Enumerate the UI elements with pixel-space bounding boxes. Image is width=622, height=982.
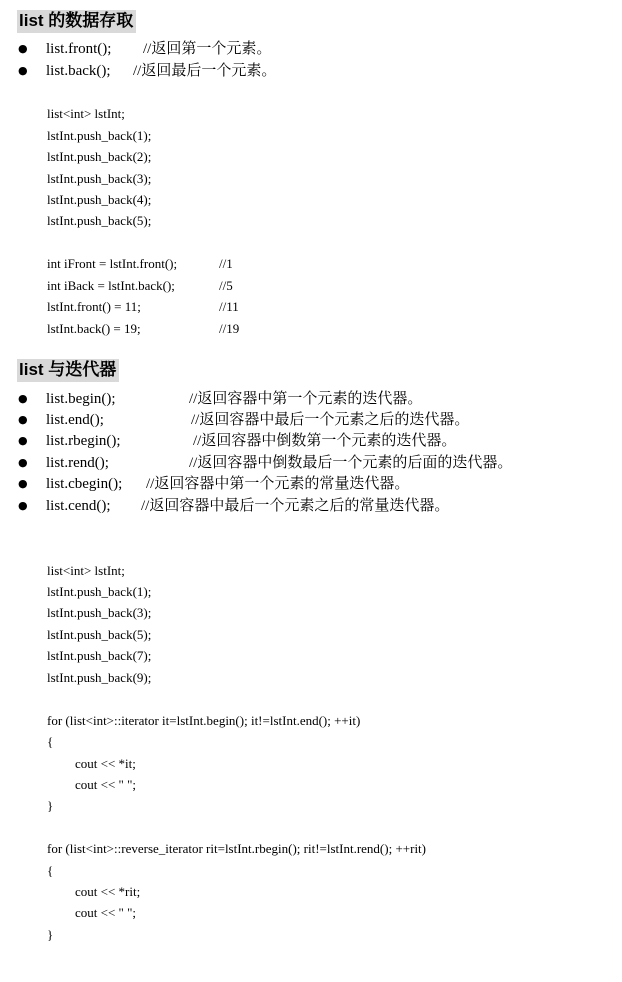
code-line: lstInt.push_back(7); — [47, 648, 152, 663]
bullet-comment: //返回容器中倒数最后一个元素的后面的迭代器。 — [189, 455, 513, 471]
code-line: for (list<int>::iterator it=lstInt.begin(); it!=lstInt.end(); ++it) — [47, 713, 361, 728]
bullet-code: list.end(); — [46, 412, 104, 428]
code-line: lstInt.push_back(3); — [47, 171, 152, 186]
bullet-icon: ● — [18, 42, 28, 55]
code-line: cout << " "; — [75, 777, 137, 792]
code-comment: //5 — [219, 278, 233, 293]
code-line: lstInt.push_back(1); — [47, 584, 152, 599]
bullet-comment: //返回容器中最后一个元素之后的常量迭代器。 — [141, 498, 450, 514]
bullet-code: list.back(); — [46, 63, 111, 79]
bullet-icon: ● — [18, 499, 28, 512]
code-line: { — [47, 734, 54, 749]
bullet-code: list.rbegin(); — [46, 433, 121, 449]
bullet-icon: ● — [18, 64, 28, 77]
bullet-comment: //返回最后一个元素。 — [133, 63, 277, 79]
code-comment: //19 — [219, 321, 240, 336]
code-line: } — [47, 927, 54, 942]
code-line: lstInt.push_back(5); — [47, 627, 152, 642]
bullet-icon: ● — [18, 413, 28, 426]
code-line: list<int> lstInt; — [47, 106, 125, 121]
code-line: cout << *rit; — [75, 884, 141, 899]
section-heading-data-access: list 的数据存取 — [17, 10, 136, 33]
code-line: lstInt.push_back(5); — [47, 213, 152, 228]
code-comment: //1 — [219, 256, 233, 271]
bullet-code: list.begin(); — [46, 391, 116, 407]
code-line: lstInt.push_back(2); — [47, 149, 152, 164]
bullet-comment: //返回容器中第一个元素的迭代器。 — [189, 391, 423, 407]
code-line: cout << " "; — [75, 905, 137, 920]
section-heading-iterators: list 与迭代器 — [17, 359, 119, 382]
bullet-icon: ● — [18, 392, 28, 405]
code-line: lstInt.back() = 19; — [47, 321, 141, 336]
code-line: lstInt.front() = 11; — [47, 299, 141, 314]
bullet-icon: ● — [18, 434, 28, 447]
bullet-comment: //返回容器中倒数第一个元素的迭代器。 — [193, 433, 457, 449]
code-comment: //11 — [219, 299, 239, 314]
bullet-code: list.cbegin(); — [46, 476, 123, 492]
code-line: lstInt.push_back(4); — [47, 192, 152, 207]
code-line: lstInt.push_back(1); — [47, 128, 152, 143]
bullet-icon: ● — [18, 456, 28, 469]
bullet-comment: //返回第一个元素。 — [143, 41, 272, 57]
bullet-code: list.front(); — [46, 41, 112, 57]
code-line: lstInt.push_back(9); — [47, 670, 152, 685]
bullet-icon: ● — [18, 477, 28, 490]
bullet-comment: //返回容器中最后一个元素之后的迭代器。 — [191, 412, 470, 428]
code-line: lstInt.push_back(3); — [47, 605, 152, 620]
code-line: for (list<int>::reverse_iterator rit=lstInt.rbegin(); rit!=lstInt.rend(); ++rit) — [47, 841, 426, 856]
bullet-code: list.rend(); — [46, 455, 109, 471]
code-line: int iBack = lstInt.back(); — [47, 278, 175, 293]
code-line: { — [47, 863, 54, 878]
code-line: int iFront = lstInt.front(); — [47, 256, 178, 271]
code-line: } — [47, 798, 54, 813]
bullet-code: list.cend(); — [46, 498, 111, 514]
code-line: list<int> lstInt; — [47, 563, 125, 578]
bullet-comment: //返回容器中第一个元素的常量迭代器。 — [146, 476, 410, 492]
code-line: cout << *it; — [75, 756, 136, 771]
